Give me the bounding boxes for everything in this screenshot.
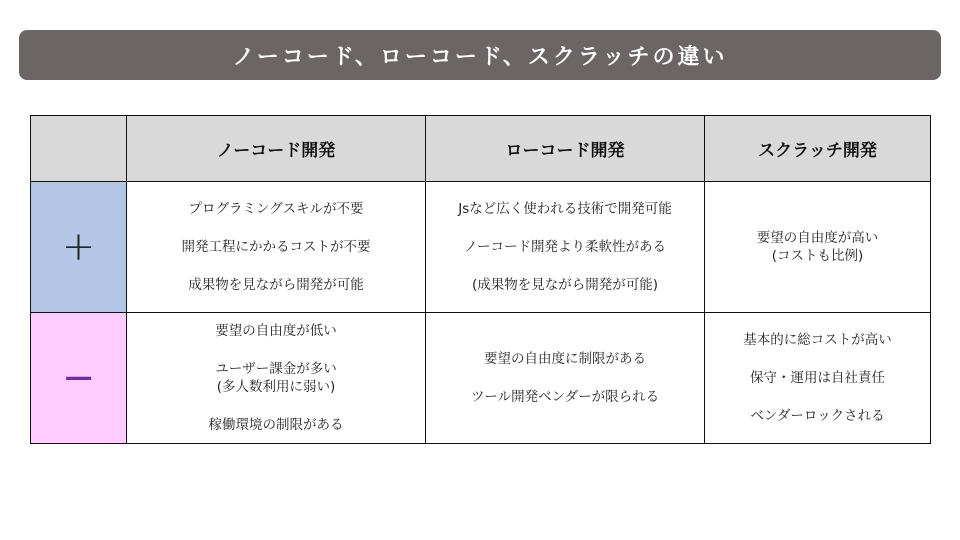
- list-item: (成果物を見ながら開発が可能): [471, 277, 659, 293]
- pros-nocode-cell: [127, 182, 426, 313]
- pros-scratch-cell: [705, 182, 931, 313]
- list-item: プログラミングスキルが不要: [188, 201, 364, 217]
- plus-icon: +: [61, 224, 96, 270]
- cons-sign-cell: [31, 313, 127, 444]
- list-item: 要望の自由度が低い: [215, 323, 337, 339]
- list-item: 要望の自由度が高い: [756, 230, 879, 246]
- list-item: 要望の自由度に制限がある: [484, 351, 646, 367]
- title-bar: [19, 30, 941, 80]
- list-item: Jsなど広く使われる技術で開発可能: [458, 201, 672, 217]
- header-nocode: ノーコード開発: [127, 116, 426, 182]
- list-item: ベンダーロックされる: [750, 408, 885, 424]
- list-item: 開発工程にかかるコストが不要: [181, 239, 371, 255]
- cons-nocode-cell: [127, 313, 426, 444]
- comparison-table: [30, 115, 931, 444]
- header-lowcode: ローコード開発: [426, 116, 705, 182]
- pros-sign-cell: [31, 182, 127, 313]
- list-item: (多人数利用に弱い): [216, 379, 336, 395]
- list-item: (コストも比例): [771, 248, 864, 264]
- list-item: 稼働環境の制限がある: [208, 417, 344, 433]
- minus-icon: −: [61, 355, 96, 401]
- header-scratch: スクラッチ開発: [705, 116, 931, 182]
- cons-lowcode-cell: [426, 313, 705, 444]
- pros-row: [31, 182, 931, 313]
- list-item: ユーザー課金が多い: [215, 361, 337, 377]
- list-item: ノーコード開発より柔軟性がある: [463, 239, 667, 255]
- page-title: ノーコード、ローコード、スクラッチの違い: [232, 44, 728, 70]
- list-item: ツール開発ベンダーが限られる: [470, 389, 660, 405]
- header-row: [31, 116, 931, 182]
- list-item: 保守・運用は自社責任: [750, 370, 885, 386]
- cons-row: [31, 313, 931, 444]
- list-item: 基本的に総コストが高い: [743, 332, 892, 348]
- cons-scratch-cell: [705, 313, 931, 444]
- list-item: 成果物を見ながら開発が可能: [188, 277, 364, 293]
- header-corner: [31, 116, 127, 182]
- pros-lowcode-cell: [426, 182, 705, 313]
